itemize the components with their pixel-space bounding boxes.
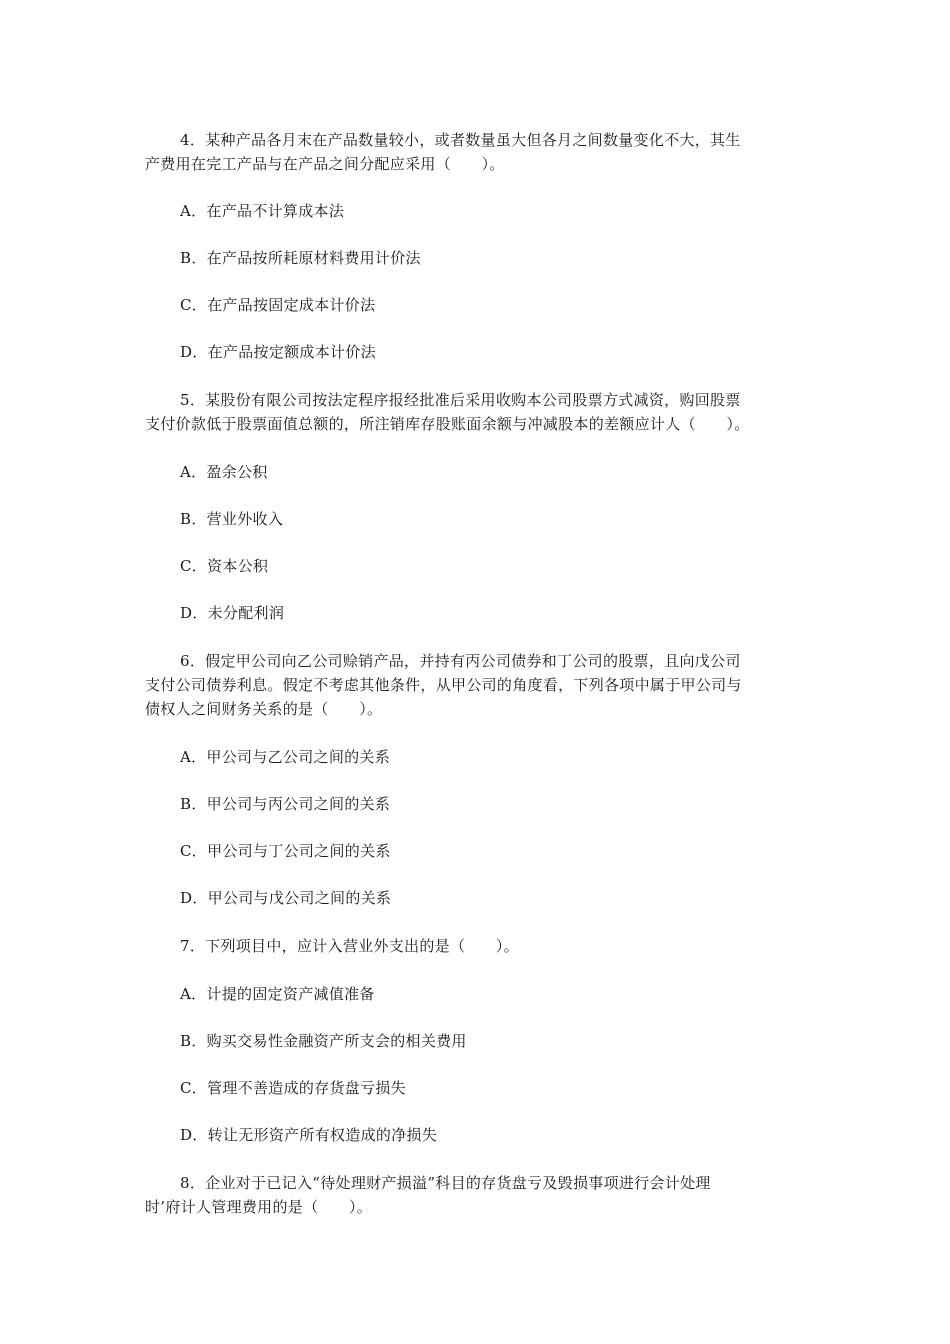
question-7-option-b: B．购买交易性金融资产所支会的相关费用 bbox=[180, 1032, 467, 1050]
question-4-option-d: D．在产品按定额成本计价法 bbox=[180, 343, 376, 361]
question-8-line-2: 时’府计人管理费用的是（ ）。 bbox=[145, 1198, 373, 1216]
question-7-line-1: 7．下列项目中，应计入营业外支出的是（ ）。 bbox=[180, 937, 519, 955]
question-5-line-2: 支付价款低于股票面值总额的，所注销库存股账面余额与冲减股本的差额应计人（ ）。 bbox=[145, 415, 750, 433]
question-8-line-1: 8．企业对于已记入“待处理财产损溢”科目的存货盘亏及毁损事项进行会计处理 bbox=[180, 1174, 711, 1192]
question-6-option-a: A．甲公司与乙公司之间的关系 bbox=[180, 748, 391, 766]
question-4-option-a: A．在产品不计算成本法 bbox=[180, 202, 345, 220]
question-6-line-2: 支付公司债券利息。假定不考虑其他条件，从甲公司的角度看，下列各项中属于甲公司与 bbox=[145, 676, 742, 694]
question-5-option-b: B．营业外收入 bbox=[180, 510, 284, 528]
question-5-option-c: C．资本公积 bbox=[180, 557, 269, 575]
question-4-option-c: C．在产品按固定成本计价法 bbox=[180, 296, 376, 314]
question-4-line-1: 4．某种产品各月末在产品数量较小，或者数量虽大但各月之间数量变化不大，其生 bbox=[180, 131, 741, 149]
question-6-option-d: D．甲公司与戊公司之间的关系 bbox=[180, 889, 392, 907]
question-5-option-d: D．未分配利润 bbox=[180, 604, 285, 622]
question-6-line-3: 债权人之间财务关系的是（ ）。 bbox=[145, 700, 383, 718]
question-7-option-d: D．转让无形资产所有权造成的净损失 bbox=[180, 1126, 438, 1144]
question-5-line-1: 5．某股份有限公司按法定程序报经批准后采用收购本公司股票方式减资，购回股票 bbox=[180, 391, 741, 409]
question-6-option-b: B．甲公司与丙公司之间的关系 bbox=[180, 795, 391, 813]
question-5-option-a: A．盈余公积 bbox=[180, 463, 268, 481]
question-6-option-c: C．甲公司与丁公司之间的关系 bbox=[180, 842, 391, 860]
question-4-line-2: 产费用在完工产品与在产品之间分配应采用（ ）。 bbox=[145, 155, 505, 173]
question-6-line-1: 6．假定甲公司向乙公司赊销产品，并持有丙公司债券和丁公司的股票，且向戊公司 bbox=[180, 652, 741, 670]
question-7-option-a: A．计提的固定资产减值准备 bbox=[180, 985, 375, 1003]
question-4-option-b: B．在产品按所耗原材料费用计价法 bbox=[180, 249, 421, 267]
question-7-option-c: C．管理不善造成的存货盘亏损失 bbox=[180, 1079, 406, 1097]
